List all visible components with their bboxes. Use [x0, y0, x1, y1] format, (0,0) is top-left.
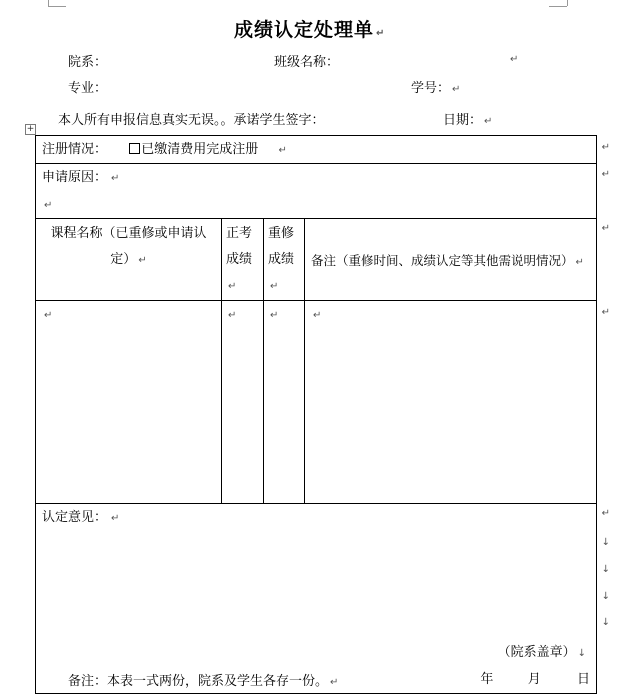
paragraph-mark: ↵ [270, 310, 279, 321]
declaration-text: 本人所有申报信息真实无误。。承诺学生签字： [58, 113, 325, 128]
table-move-handle[interactable]: + [26, 124, 35, 134]
crop-mark-top-right [567, 0, 568, 6]
retake-score-cell[interactable] [264, 301, 305, 504]
signature-date [480, 668, 590, 687]
date-year: 年 [480, 672, 494, 687]
course-name-header: 课程名称（已重修或申请认定） ↵ [50, 226, 207, 267]
opinion-label: 认定意见： [42, 510, 108, 525]
remarks-cell[interactable] [305, 301, 611, 504]
line-break-mark: ↓ [601, 617, 611, 628]
paragraph-mark: ↵ [228, 310, 237, 321]
department-label: 院系： [68, 55, 108, 70]
crop-mark-top-right-h [549, 6, 567, 7]
course-entry-row [36, 301, 597, 504]
major-label: 专业： [68, 81, 108, 96]
paragraph-mark: ↵ [575, 256, 584, 268]
date-day: 日 [577, 672, 591, 687]
paragraph-mark: ↵ [270, 281, 279, 292]
line-break-mark: ↓ [601, 564, 611, 575]
paragraph-mark: ↵ [44, 200, 53, 211]
certification-opinion [42, 504, 590, 531]
retake-score-header: 重修成绩↵ [268, 226, 295, 292]
opinion-field[interactable] [36, 531, 596, 631]
student-id-label: 学号： ↵ [411, 81, 461, 96]
paragraph-mark: ↵ [111, 513, 120, 524]
application-reason [42, 164, 590, 191]
class-name-label: 班级名称： [274, 55, 340, 70]
registration-label: 注册情况： [42, 142, 108, 157]
paragraph-mark: ↵ [138, 255, 147, 266]
regular-score-cell[interactable] [222, 301, 264, 504]
remarks-header: 备注（重修时间、成绩认定等其他需说明情况） ↵ [311, 252, 584, 268]
paragraph-mark: ↵ [313, 310, 322, 321]
registration-checkbox[interactable] [129, 143, 140, 154]
line-break-mark: ↓ [601, 537, 611, 548]
paragraph-mark: ↵ [44, 310, 53, 321]
registration-option-label: 已缴清费用完成注册 [141, 142, 259, 157]
course-name-cell[interactable] [36, 301, 222, 504]
row-end-mark: ↵ [601, 142, 611, 153]
paragraph-mark: ↵ [452, 84, 461, 95]
stamp-label: （院系盖章） ↓ [497, 645, 587, 660]
row-end-mark: ↵ [601, 508, 611, 519]
reason-field[interactable] [42, 191, 590, 218]
paragraph-mark: ↵ [484, 116, 493, 127]
paragraph-mark: ↵ [376, 28, 386, 39]
date-month: 月 [527, 672, 541, 687]
regular-score-header: 正考成绩↵ [226, 226, 253, 292]
row-end-mark: ↵ [601, 169, 611, 180]
page-title: 成绩认定处理单 ↵ [234, 19, 386, 41]
registration-row [36, 136, 597, 164]
paragraph-mark: ↵ [228, 281, 237, 292]
date-label: 日期： ↵ [443, 113, 493, 128]
line-break-mark: ↓ [601, 591, 611, 602]
line-break-mark: ↓ [577, 648, 587, 659]
reason-label: 申请原因： [42, 170, 108, 185]
footer-note: 备注：本表一式两份，院系及学生各存一份。 ↵ [68, 674, 339, 689]
paragraph-mark: ↵ [510, 54, 519, 65]
crop-mark-top-left-h [48, 6, 66, 7]
certification-form-table [35, 135, 611, 694]
row-end-mark: ↵ [601, 223, 611, 234]
opinion-row [36, 504, 597, 694]
registration-status [42, 136, 590, 163]
paragraph-mark: ↵ [330, 677, 339, 688]
row-end-mark: ↵ [601, 307, 611, 318]
paragraph-mark: ↵ [278, 145, 287, 156]
column-header-row [36, 219, 597, 301]
paragraph-mark: ↵ [111, 173, 120, 184]
reason-row [36, 164, 597, 219]
